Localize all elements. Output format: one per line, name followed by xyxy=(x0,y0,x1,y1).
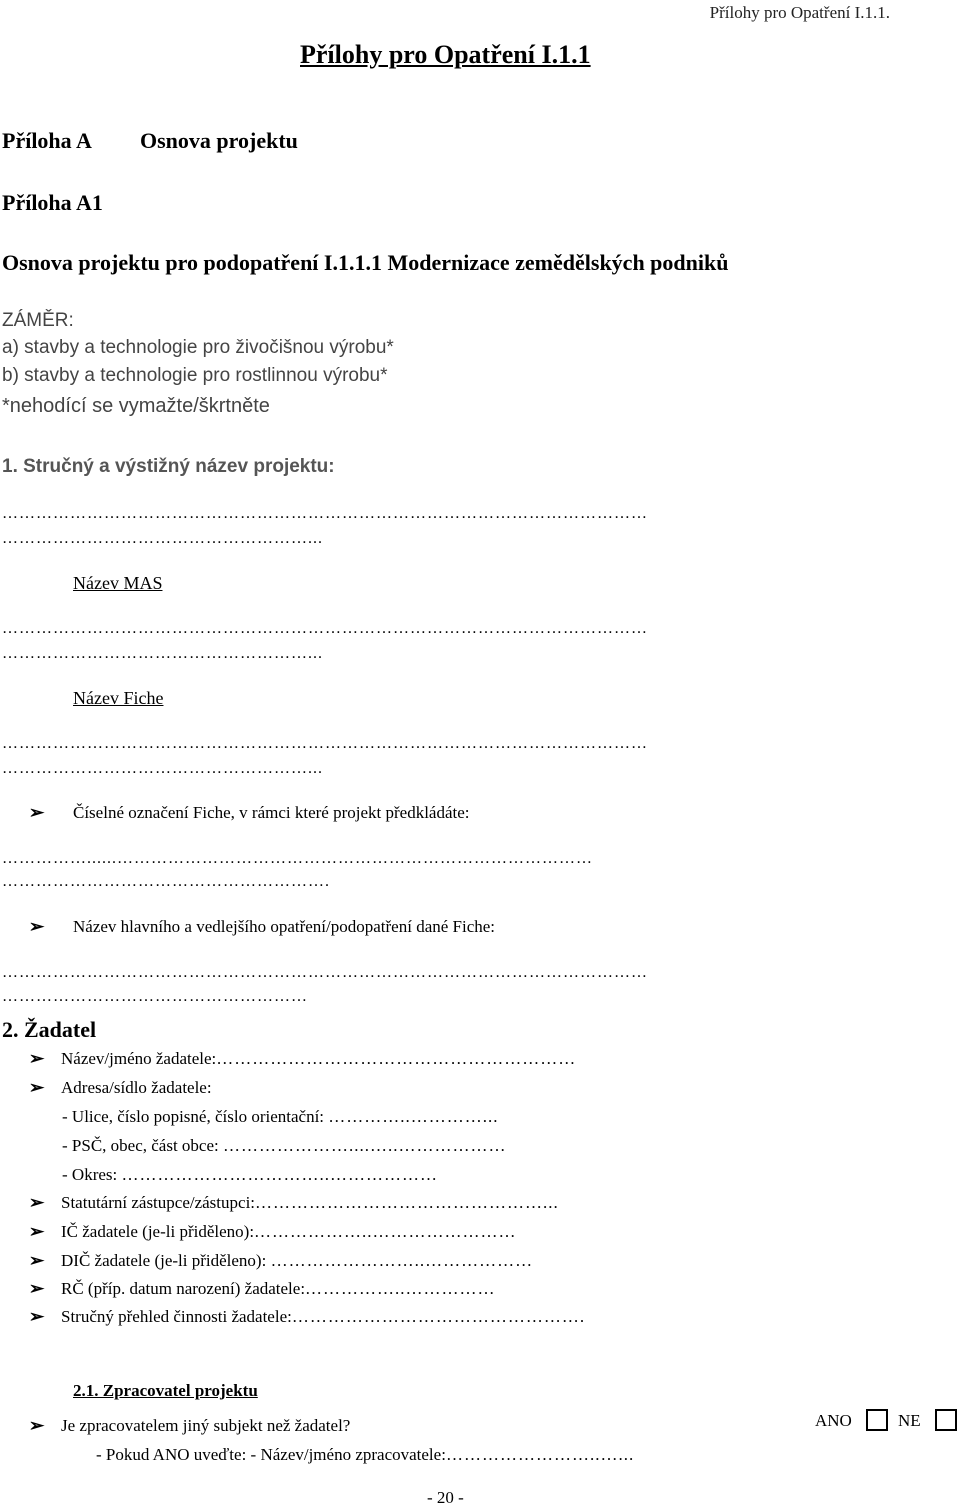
annex-a-label: Příloha A xyxy=(2,128,92,153)
zip-row xyxy=(62,1136,507,1156)
running-header: Přílohy pro Opatření I.1.1. xyxy=(709,3,890,22)
arrowhead-bullet-icon: ➢ xyxy=(28,1416,45,1435)
summary-label: Stručný přehled činnosti žadatele: xyxy=(61,1307,292,1326)
dots-line: …………………………………………………… xyxy=(216,1049,577,1068)
intent-option-b: b) stavby a technologie pro rostlinnou výrobu* xyxy=(2,365,388,386)
ico-label: IČ žadatele (je-li přiděleno): xyxy=(61,1222,255,1241)
rc-label: RČ (příp. datum narození) žadatele: xyxy=(61,1279,306,1298)
dots-line: ………………………………………………... xyxy=(2,645,323,662)
arrowhead-bullet-icon: ➢ xyxy=(28,1279,45,1298)
yes-label: ANO xyxy=(815,1411,852,1430)
dots-line: ……………………..……………… xyxy=(270,1251,534,1270)
dots-line: …………………………………………... xyxy=(255,1193,559,1212)
dots-line: ……………………..…... xyxy=(445,1445,635,1464)
annex-subtitle: Osnova projektu pro podopatření I.1.1.1 Modernizace zemědělských podniků xyxy=(2,250,729,275)
no-checkbox[interactable] xyxy=(935,1409,957,1431)
fiche-label: Název Fiche xyxy=(73,688,164,708)
dots-line: …………..…………... xyxy=(328,1107,499,1126)
statutory-label: Statutární zástupce/zástupci: xyxy=(61,1193,256,1212)
bullet-row xyxy=(30,1049,576,1069)
no-label: NE xyxy=(898,1411,921,1430)
section21-heading: 2.1. Zpracovatel projektu xyxy=(73,1381,258,1400)
arrowhead-bullet-icon: ➢ xyxy=(28,1049,45,1068)
intent-option-a: a) stavby a technologie pro živočišnou výrobu* xyxy=(2,337,394,358)
arrowhead-bullet-icon: ➢ xyxy=(28,1307,45,1326)
applicant-name-label: Název/jméno žadatele: xyxy=(61,1049,217,1068)
mas-label: Název MAS xyxy=(73,573,163,593)
district-label: - Okres: xyxy=(62,1165,118,1184)
bullet-row xyxy=(30,1193,559,1213)
arrowhead-bullet-icon: ➢ xyxy=(28,1078,45,1097)
if-yes-row xyxy=(96,1445,634,1465)
dots-line: …………………………………………………………………………………………………… xyxy=(2,735,648,752)
bullet-row xyxy=(30,917,495,937)
document-title: Přílohy pro Opatření I.1.1 xyxy=(300,40,591,69)
if-yes-label: - Pokud ANO uveďte: - Název/jméno zpracovatele: xyxy=(96,1445,446,1464)
arrowhead-bullet-icon: ➢ xyxy=(28,917,45,936)
applicant-address-label: Adresa/sídlo žadatele: xyxy=(61,1078,212,1097)
dots-line: ……………......………………………………………………………………………… xyxy=(2,850,593,867)
fiche-number-label: Číselné označení Fiche, v rámci které projekt předkládáte: xyxy=(73,803,470,822)
dots-line: …………………………………………………………………………………………………… xyxy=(2,505,648,522)
dots-line: …………………....…..……………… xyxy=(223,1136,507,1155)
zip-label: - PSČ, obec, část obce: xyxy=(62,1136,219,1155)
bullet-row xyxy=(30,1078,212,1098)
bullet-row xyxy=(30,1251,533,1271)
arrowhead-bullet-icon: ➢ xyxy=(28,803,45,822)
bullet-row xyxy=(30,1416,350,1436)
district-row xyxy=(62,1165,438,1185)
arrowhead-bullet-icon: ➢ xyxy=(28,1193,45,1212)
dots-line: ………………………………………………... xyxy=(2,760,323,777)
street-label: - Ulice, číslo popisné, číslo orientační: xyxy=(62,1107,325,1126)
intent-label: ZÁMĚR: xyxy=(2,310,74,331)
section1-heading: 1. Stručný a výstižný název projektu: xyxy=(2,456,335,477)
dots-line: ………………………………………………... xyxy=(2,530,323,547)
dots-line: ……………………………..……………… xyxy=(121,1165,438,1184)
dots-line: …………………………………………………………………………………………………… xyxy=(2,964,648,981)
dots-line: ……………………………………………… xyxy=(2,988,308,1005)
arrowhead-bullet-icon: ➢ xyxy=(28,1222,45,1241)
dots-line: ……………..…………… xyxy=(305,1279,496,1298)
processor-question: Je zpracovatelem jiný subjekt než žadatel? xyxy=(61,1416,351,1435)
bullet-row xyxy=(30,1307,585,1327)
page-number: - 20 - xyxy=(427,1488,464,1507)
bullet-row xyxy=(30,803,470,823)
dots-line: ………………..…………………… xyxy=(254,1222,517,1241)
arrowhead-bullet-icon: ➢ xyxy=(28,1251,45,1270)
dots-line: …………………………………………………. xyxy=(2,873,330,890)
bullet-row xyxy=(30,1279,496,1299)
dots-line: …………………………………………………………………………………………………… xyxy=(2,620,648,637)
yes-checkbox[interactable] xyxy=(866,1409,888,1431)
bullet-row xyxy=(30,1222,517,1242)
street-row xyxy=(62,1107,499,1127)
intent-note: *nehodící se vymažte/škrtněte xyxy=(2,395,270,417)
measure-label: Název hlavního a vedlejšího opatření/podopatření dané Fiche: xyxy=(73,917,496,936)
annex-a-name: Osnova projektu xyxy=(140,128,298,153)
annex-a1-label: Příloha A1 xyxy=(2,190,103,215)
section2-heading: 2. Žadatel xyxy=(2,1017,97,1042)
dots-line: …………………………………………. xyxy=(291,1307,586,1326)
dic-label: DIČ žadatele (je-li přiděleno): xyxy=(61,1251,267,1270)
